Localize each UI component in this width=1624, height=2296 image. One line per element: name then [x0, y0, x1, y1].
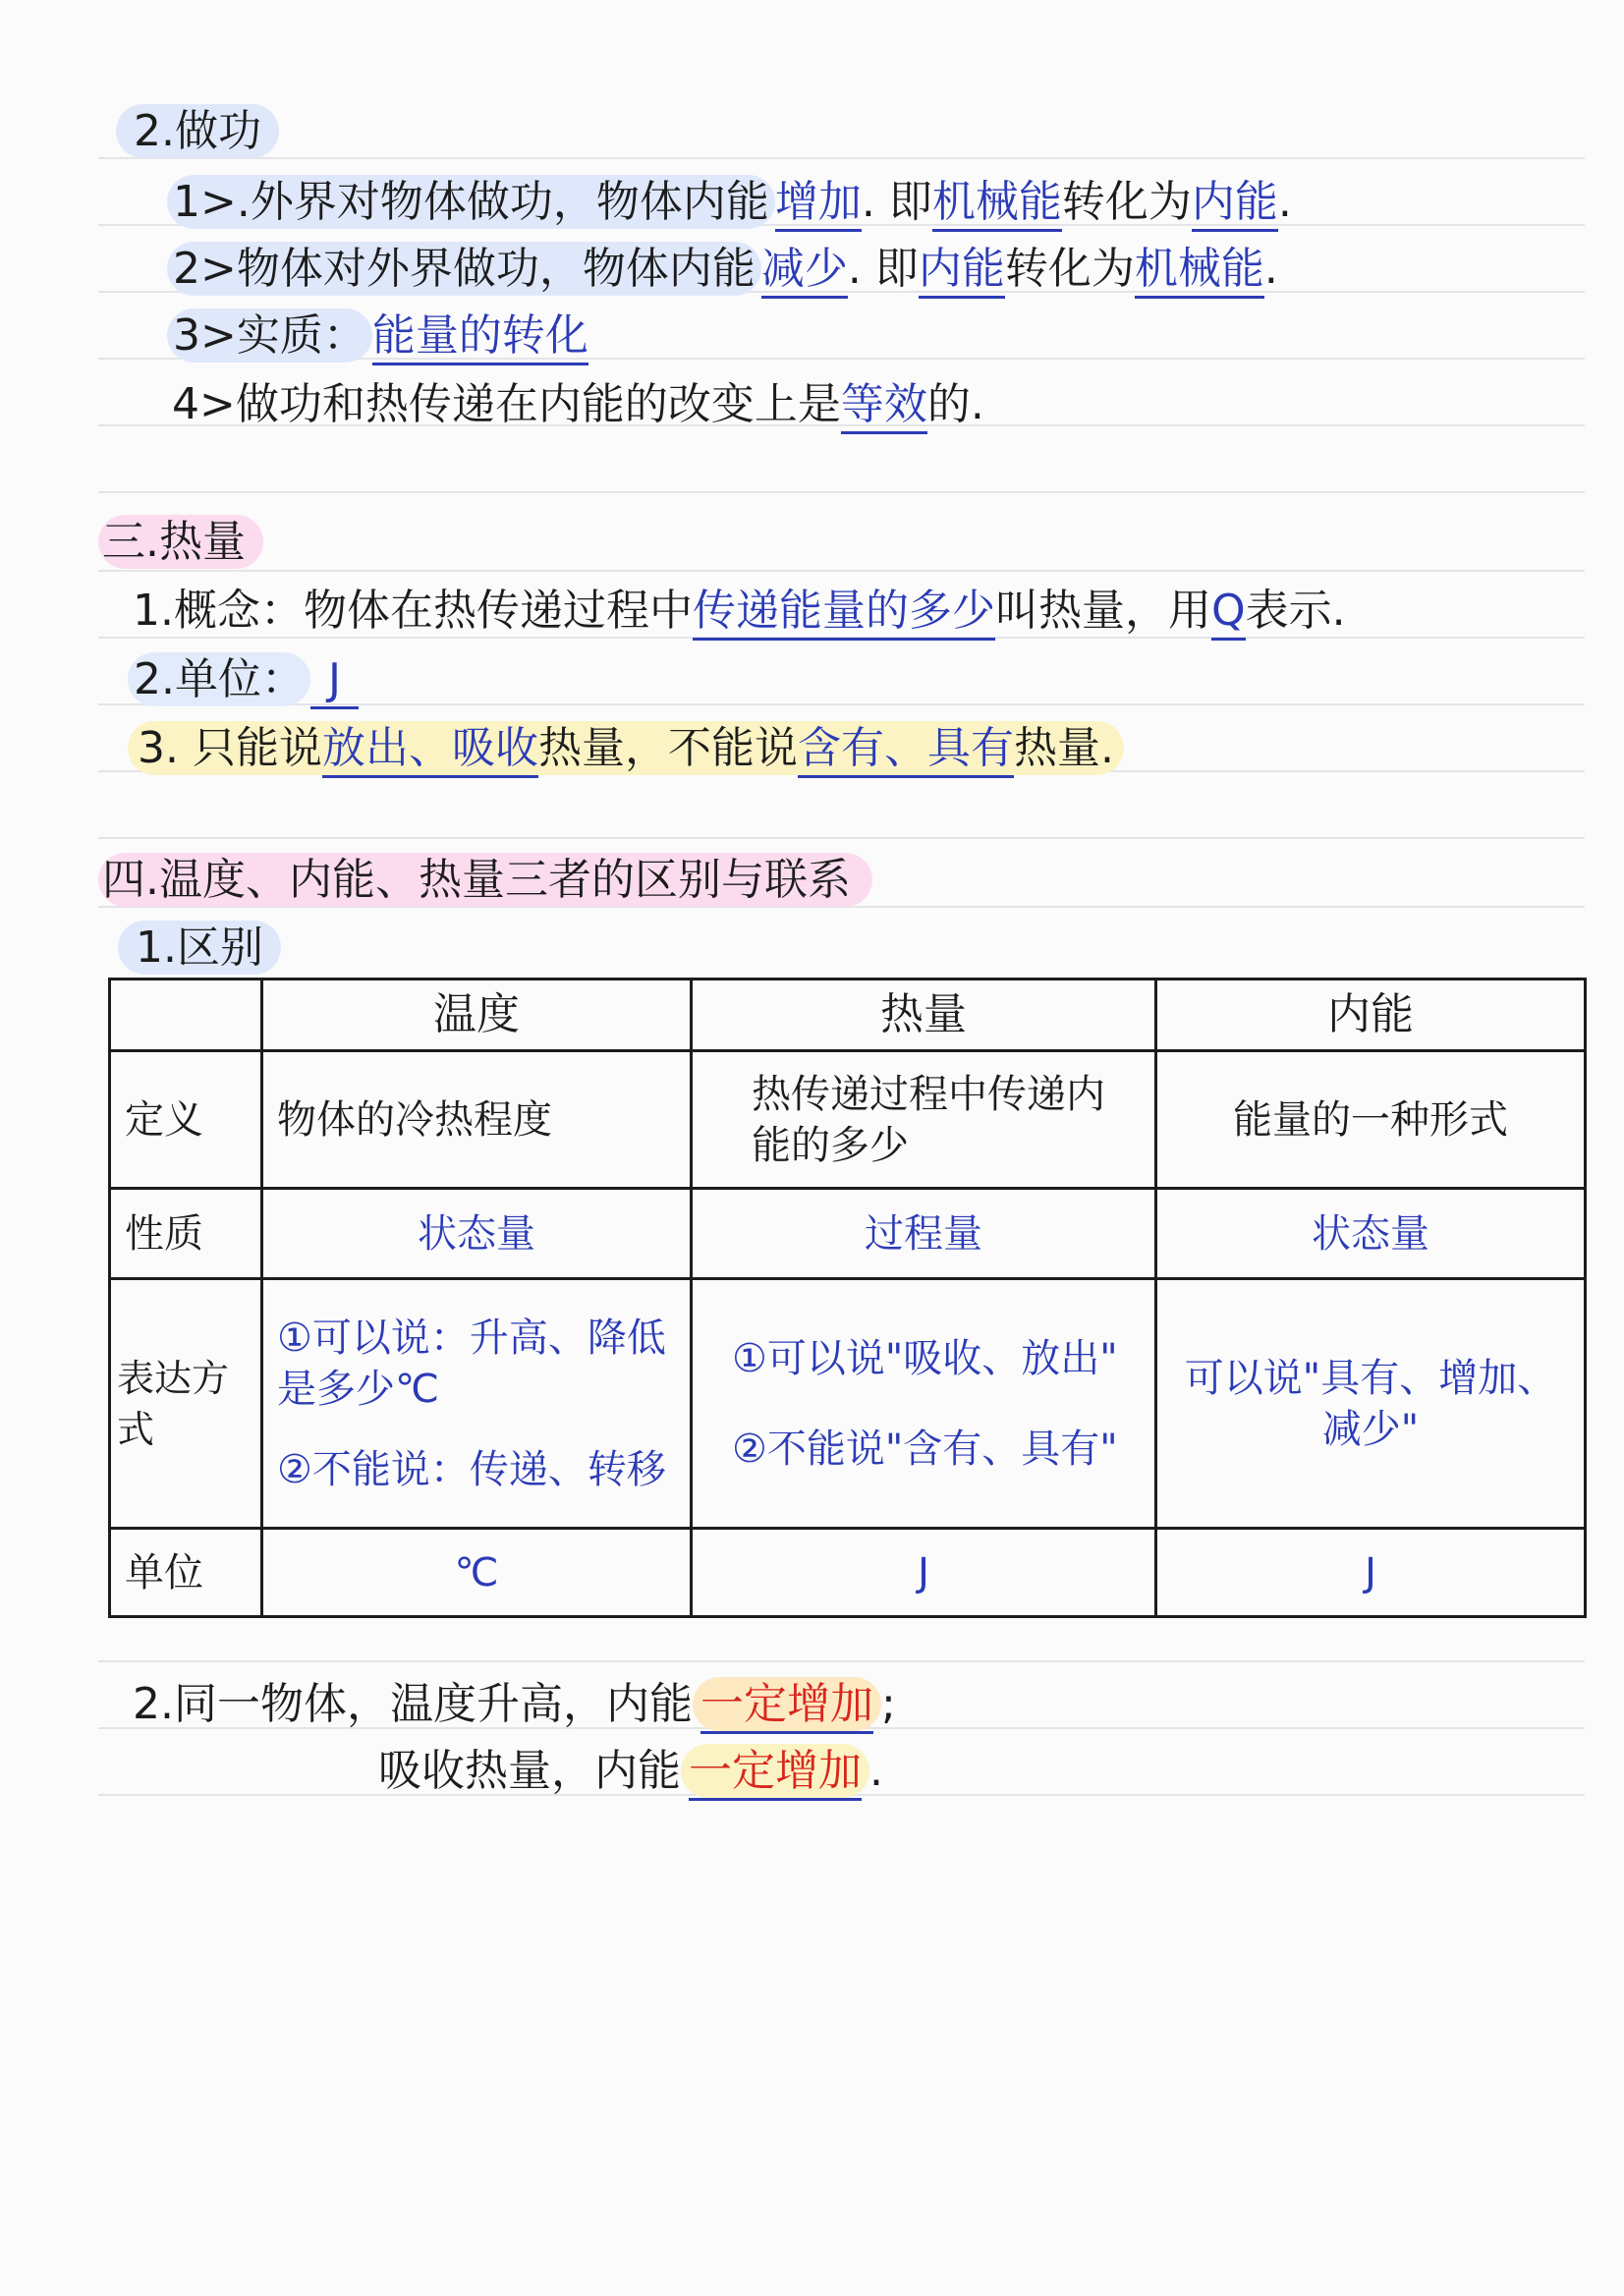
table-row [110, 1279, 1586, 1529]
table-header-cell: 热量 [692, 980, 1156, 1051]
heat-rule-line: 3. 只能说放出、吸收热量，不能说含有、具有热量. [128, 719, 1124, 778]
table-cell: 状态量 [1156, 1189, 1586, 1279]
table-cell [692, 1279, 1156, 1529]
section2-line1: 1>.外界对物体做功，物体内能 增加. 即机械能转化为内能. [167, 173, 1292, 232]
table-cell: J [692, 1529, 1156, 1617]
expression-allowed: 可以说"具有、增加、减少" [1184, 1355, 1557, 1452]
difference-subtitle: 1.区别 [118, 919, 281, 978]
heat-concept-line: 1.概念：物体在热传递过程中传递能量的多少叫热量，用Q表示. [133, 582, 1346, 641]
relation-line1: 2.同一物体，温度升高，内能 一定增加 ; [133, 1675, 896, 1734]
table-cell: 状态量 [262, 1189, 692, 1279]
table-cell: 能量的一种形式 [1156, 1051, 1586, 1189]
row-label: 单位 [110, 1529, 262, 1617]
table-cell: 物体的冷热程度 [262, 1051, 692, 1189]
table-row [110, 1051, 1586, 1189]
table-header-cell: 温度 [262, 980, 692, 1051]
expression-forbidden: ②不能说：传递、转移 [277, 1446, 666, 1492]
relation-line2: 吸收热量，内能 一定增加 . [378, 1742, 883, 1801]
expression-forbidden: ②不能说"含有、具有" [732, 1426, 1118, 1472]
comparison-table [108, 978, 1587, 1618]
section2-line2: 2>物体对外界做功，物体内能 减少. 即内能转化为机械能. [167, 240, 1278, 299]
section3-title: 三.热量 [98, 513, 263, 572]
row-label: 性质 [110, 1189, 262, 1279]
section2-line3: 3>实质： 能量的转化 [167, 307, 588, 365]
row-label: 定义 [110, 1051, 262, 1189]
table-header-cell: 内能 [1156, 980, 1586, 1051]
expression-allowed: ①可以说"吸收、放出" [732, 1335, 1118, 1381]
table-header-cell [110, 980, 262, 1051]
table-cell: 过程量 [692, 1189, 1156, 1279]
heat-unit-line: 2.单位： J [128, 650, 359, 709]
table-header-row [110, 980, 1586, 1051]
row-label: 表达方式 [110, 1279, 262, 1529]
table-row [110, 1529, 1586, 1617]
section2-title: 2.做功 [116, 102, 279, 161]
expression-allowed: ①可以说：升高、降低是多少℃ [277, 1315, 666, 1412]
section2-line4: 4>做功和热传递在内能的改变上是等效的. [172, 375, 984, 434]
table-cell: J [1156, 1529, 1586, 1617]
table-cell: 热传递过程中传递内能的多少 [692, 1051, 1156, 1189]
section4-title: 四.温度、内能、热量三者的区别与联系 [98, 851, 872, 910]
table-cell [262, 1279, 692, 1529]
table-cell: ℃ [262, 1529, 692, 1617]
table-cell [1156, 1279, 1586, 1529]
table-row [110, 1189, 1586, 1279]
